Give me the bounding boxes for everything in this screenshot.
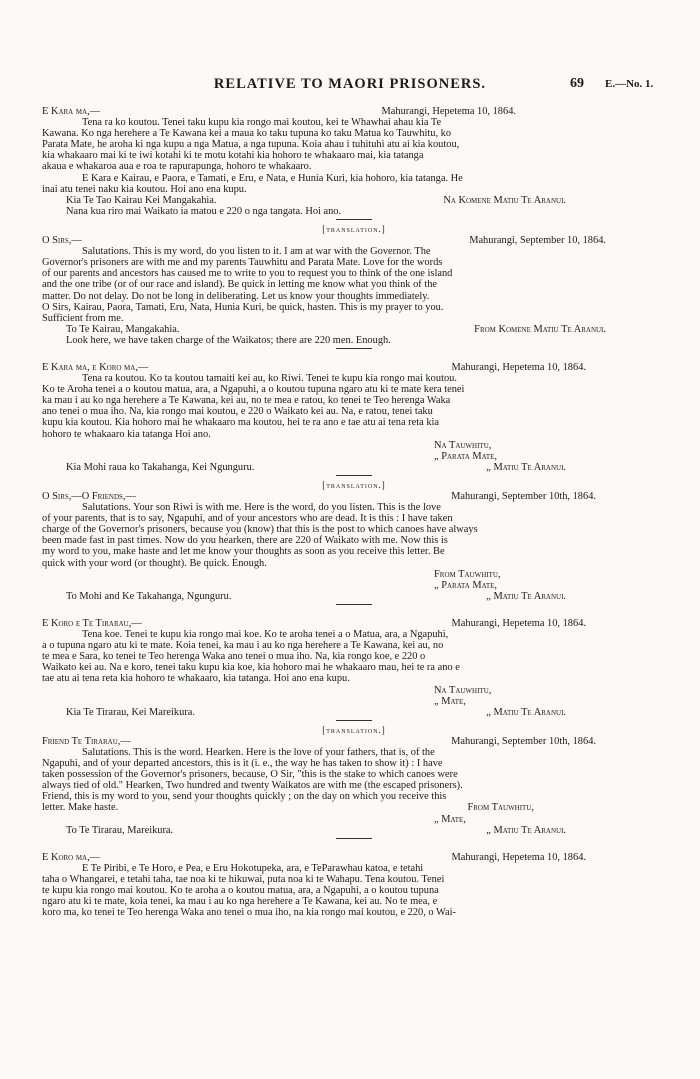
text-line: Kawana. Ko nga herehere a Te Kawana kei a maua ko taku tupuna ko taku Matua ko Tauwhitu, ko bbox=[42, 128, 452, 140]
salutation: E Koro e Te Tirarau,— bbox=[42, 617, 142, 629]
text-line: Sufficient from me. bbox=[42, 312, 124, 324]
signature: „ Mate, bbox=[434, 813, 466, 825]
signature: „ Matiu Te Aranui. bbox=[486, 824, 566, 836]
signature: From Tauwhitu, bbox=[467, 802, 534, 814]
text-line: Tena koe. Tenei te kupu kia rongo mai koe. Ko te aroha tenei a o Matua, ara, a Ngapuhi, bbox=[82, 629, 449, 641]
divider bbox=[336, 475, 372, 476]
text-line: a o tupuna ngaro atu ki te mate. Koia tenei, ka mau i au ko nga herehere a Te Kawana, kei au, no bbox=[42, 640, 444, 652]
signature: „ Matiu Te Aranui. bbox=[486, 590, 566, 602]
letter-2-translation bbox=[42, 491, 666, 602]
addressee: Kia Te Tirarau, Kei Mareikura. bbox=[66, 706, 195, 718]
text-line: ka mau i au ko nga herehere a Te Kawana, kei au, no te mea e ratou, ko tenei te Teo herenga Waka bbox=[42, 395, 451, 407]
salutation: E Kara ma,— bbox=[42, 106, 101, 117]
addressee: Kia Te Tao Kairau Kei Mangakahia. bbox=[66, 194, 217, 206]
text-line: hohoro te whakaaro kia tatanga Hoi ano. bbox=[42, 428, 211, 440]
text-line: akaua e whakaroa aua e roa te rapurapunga, hohoro te whakaaro. bbox=[42, 161, 312, 173]
letter-2-maori bbox=[42, 362, 666, 473]
text-line: Ko te Aroha tenei a o koutou matua, ara, a Ngapuhi, a o koutou tupuna ngaro atu ki te mate kera tenei bbox=[42, 384, 465, 396]
signature: From Komene Matiu Te Aranui. bbox=[474, 323, 606, 335]
signature: Na Tauwhitu, bbox=[434, 439, 492, 451]
salutation: E Koro ma,— bbox=[42, 851, 101, 863]
signature: Na Komene Matiu Te Aranui. bbox=[443, 194, 566, 206]
addressee: To Mohi and Ke Takahanga, Ngunguru. bbox=[66, 590, 232, 602]
text-line: taha o Whangarei, e tetahi taha, tae noa ki te hikuwai, puta noa ki te Wahapu. Tena koutou. Tenei bbox=[42, 873, 445, 885]
signature: „ Parata Mate, bbox=[434, 579, 498, 591]
translation-tag: [translation.] bbox=[322, 223, 386, 234]
document-body bbox=[42, 106, 666, 918]
addressee: To Te Kairau, Mangakahia. bbox=[66, 323, 180, 335]
text-line: ngaro atu ki te mate, koia tenei, ka mau i au ko nga herehere a Te Kawana, kei au. No te mea, e bbox=[42, 896, 438, 908]
text-line: always tied of old." Hearken, Two hundred and twenty Waikatos are with me (the escaped prisoners). bbox=[42, 780, 463, 792]
divider bbox=[336, 348, 372, 349]
text-line: matter. Do not delay. Do not be long in deliberating. Let us know your thoughts immediately. bbox=[42, 290, 430, 302]
place-date: Mahurangi, September 10th, 1864. bbox=[451, 735, 596, 747]
place-date: Mahurangi, Hepetema 10, 1864. bbox=[381, 106, 516, 117]
place-date: Mahurangi, Hepetema 10, 1864. bbox=[451, 617, 586, 629]
translation-tag: [translation.] bbox=[322, 479, 386, 490]
text-line: Friend, this is my word to you, send your thoughts quickly ; on the day on which you receive this bbox=[42, 791, 447, 803]
letter-3-translation bbox=[42, 736, 666, 836]
text-line: ano tenei o mua iho. Na, kia rongo mai koutou, e 220 o Waikato kei au. Na, e ratou, tenei taku bbox=[42, 406, 433, 418]
text-line: Nana kua riro mai Waikato ia matou e 220 o nga tangata. Hoi ano. bbox=[66, 205, 342, 217]
running-header bbox=[0, 76, 700, 96]
document-code: E.—No. 1. bbox=[605, 78, 654, 90]
letter-1-maori bbox=[42, 106, 666, 217]
text-line: of our parents and ancestors has caused me to write to you to request you to think of the one island bbox=[42, 268, 453, 280]
signature: From Tauwhitu, bbox=[434, 568, 501, 580]
place-date: Mahurangi, Hepetema 10, 1864. bbox=[451, 851, 586, 863]
divider bbox=[336, 720, 372, 721]
text-line: Tena ra ko koutou. Tenei taku kupu kia rongo mai koutou, kei te Whawhai ahau kia Te bbox=[82, 117, 442, 129]
text-line: Salutations. This is my word, do you listen to it. I am at war with the Governor. The bbox=[82, 246, 431, 258]
text-line: E Kara e Kairau, e Paora, e Tamati, e Eru, e Nata, e Hunia Kuri, kia hohoro, kia tatanga. He bbox=[82, 172, 463, 184]
text-line: te mea e Sara, ko tenei te Teo herenga Waka ano tenei o mua iho. Na, kia rongo koe, e 220 o bbox=[42, 651, 426, 663]
page-number: 69 bbox=[570, 76, 584, 91]
signature: „ Matiu Te Aranui. bbox=[486, 461, 566, 473]
letter-1-translation bbox=[42, 235, 666, 346]
text-line: O Sirs, Kairau, Paora, Tamati, Eru, Nata, Hunia Kuri, be quick, hasten. This is my prayer to you. bbox=[42, 301, 444, 313]
addressee: Kia Mohi raua ko Takahanga, Kei Ngunguru. bbox=[66, 461, 255, 473]
text-line: Tena ra koutou. Ko ta koutou tamaiti kei au, ko Riwi. Tenei te kupu kia rongo mai koutou. bbox=[82, 373, 457, 385]
text-line: kupu kia koutou. Kia hohoro mai he whakaaro ma koutou, hei te ra ano e tae atu ai tena reta kia bbox=[42, 417, 440, 429]
text-line: taken possession of the Governor's prisoners, because, O Sir, "this is the stake to which canoes were bbox=[42, 769, 458, 781]
text-line: inai atu tenei naku kia koutou. Hoi ano ena kupu. bbox=[42, 183, 247, 195]
translation-tag: [translation.] bbox=[322, 724, 386, 735]
text-line: Ngapuhi, and of your departed ancestors, this is it (i. e., the way he has taken to show it) : I have bbox=[42, 758, 443, 770]
text-line: and the one tribe (or of our race and island). Be quick in letting me know what you think of the bbox=[42, 279, 438, 291]
text-line: Look here, we have taken charge of the Waikatos; there are 220 men. Enough. bbox=[66, 334, 391, 346]
text-line: Governor's prisoners are with me and my parents Tauwhitu and Parata Mate. Love for the words bbox=[42, 257, 443, 269]
salutation: Friend Te Tirarau,— bbox=[42, 735, 131, 747]
text-line: Salutations. This is the word. Hearken. Here is the love of your fathers, that is, of the bbox=[82, 746, 435, 758]
text-line: kia whakaaro mai ki te iwi kotahi ki te motu kotahi kia hohoro te whakaaro mai, kia tatanga bbox=[42, 150, 424, 162]
page-title: RELATIVE TO MAORI PRISONERS. bbox=[213, 76, 487, 92]
place-date: Mahurangi, Hepetema 10, 1864. bbox=[451, 361, 586, 373]
letter-3-maori bbox=[42, 618, 666, 718]
text-line: te kupu kia rongo mai koutou. Ko te aroha a o koutou matua, ara, a Ngapuhi, a o koutou tupuna bbox=[42, 885, 439, 896]
text-line: my word to you, make haste and let me know your thoughts as soon as you receive this letter. Be bbox=[42, 546, 445, 558]
place-date: Mahurangi, September 10th, 1864. bbox=[451, 491, 596, 502]
text-line: tae atu ai tena reta kia hohoro te whakaaro, kia tatanga. Hoi ano ena kupu. bbox=[42, 673, 350, 685]
signature: „ Matiu Te Aranui. bbox=[486, 706, 566, 718]
text-line: Salutations. Your son Riwi is with me. Here is the word, do you listen. This is the love bbox=[82, 502, 441, 514]
text-line: charge of the Governor's prisoners, because you (know) that this is the post to which canoes have always bbox=[42, 524, 478, 536]
text-line: quick with your word (or thought). Be quick. Enough. bbox=[42, 557, 267, 569]
divider bbox=[336, 838, 372, 839]
letter-4-maori bbox=[42, 852, 666, 919]
signature: Na Tauwhitu, bbox=[434, 684, 492, 696]
salutation: O Sirs,— bbox=[42, 235, 82, 247]
signature: „ Parata Mate, bbox=[434, 450, 498, 462]
text-line: letter. Make haste. bbox=[42, 802, 119, 814]
text-line: Waikato kei au. Na e koro, tenei taku kupu kia koe, kia hohoro mai he whakaaro mau, hei te ra ano e bbox=[42, 662, 460, 674]
text-line: of your parents, that is to say, Ngapuhi, and of your ancestors who are dead. It is this : I have taken bbox=[42, 513, 453, 525]
text-line: Parata Mate, he aroha ki nga kupu a nga Matua, a nga tupuna. Koia ahau i tuhituhi atu ai kia koutou, bbox=[42, 139, 460, 151]
salutation: E Kara ma, e Koro ma,— bbox=[42, 361, 149, 373]
signature: „ Mate, bbox=[434, 695, 466, 707]
divider bbox=[336, 219, 372, 220]
addressee: To Te Tirarau, Mareikura. bbox=[66, 824, 174, 836]
salutation: O Sirs,—O Friends,— bbox=[42, 491, 136, 502]
text-line: been made fast in past times. Now do you hearken, there are 220 of Waikato with me. Now this is bbox=[42, 535, 448, 547]
place-date: Mahurangi, September 10, 1864. bbox=[469, 235, 606, 247]
divider bbox=[336, 604, 372, 605]
text-line: koro ma, ko tenei te Teo herenga Waka ano tenei o mua iho, na kia rongo mai koutou, e 220, o Wai- bbox=[42, 907, 456, 919]
text-line: E Te Piribi, e Te Horo, e Pea, e Eru Hokotupeka, ara, e TeParawhau katoa, e tetahi bbox=[82, 862, 424, 874]
